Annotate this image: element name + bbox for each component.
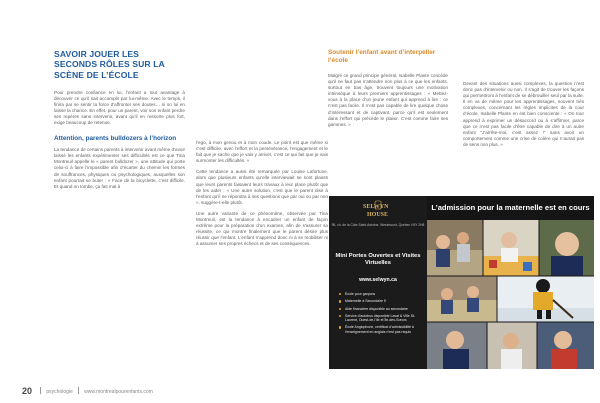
paragraph: Malgré ce grand principe général, Isabelle Plante concède qu’il ne faut pas s’attendre non plus à ce que les enfants, surtout en bas âge, trouvent toujours une motivation intrinsèque à leurs premiers apprentissages : « Mettez-vous à la place d’un jeune enfant qui apprend à lire : ce n’est pas facile. Il n’est pas capable de lire quelque chose d’intéressant et de captivant, parce qu’il est seulement dans l’effort qui précède le plaisir. C’est comme faire ses gammes. »	[328, 73, 448, 127]
logo-word-2: HOUSE	[367, 212, 389, 218]
footer-website[interactable]: www.montrealpourenfants.com	[84, 389, 153, 395]
admission-banner: L’admission pour la maternelle est en cours	[427, 196, 594, 220]
selwyn-house-advertisement	[329, 196, 594, 369]
ad-feature-list	[339, 292, 421, 337]
school-website-link[interactable]: www.selwyn.ca	[359, 277, 397, 283]
paragraph: Pour prendre confiance en lui, l’enfant a tout avantage à découvrir ce qu’il sait accomplir par lui-même. Avec le temps, il finira par se sentir la force d’affronter ses doutes… si on lui en laisse la chance. En effet, pour un parent, voir son enfant perdre ses repères sans intervenir, avant qu’il en ressorte plus fort, exige beaucoup de retenue.	[54, 90, 185, 126]
photo-collage-image	[427, 220, 594, 369]
ad-photo-collage	[427, 220, 594, 369]
subheading-bulldozers: Attention, parents bulldozers à l’horizon	[54, 134, 177, 142]
paragraph: Une autre variante de ce phénomène, observée par Tina Montreuil, est la tendance à encadrer un enfant de façon extrême pour la préparation d’un examen, afin de s’assurer sa réussite, ce qui montre finalement que le parent désire plus réussir que l’enfant. L’enfant n’apprend donc ni à se mobiliser ni à assumer ses propres échecs et de ses conséquences.	[196, 210, 328, 247]
column-3	[328, 73, 448, 133]
paragraph: La tendance de certains parents à intervenir avant même d’avoir laissé les enfants expérimenter ses difficultés est ce que Tina Montreuil appelle le « parent bulldozer », une attitude qui porte celui-ci à faire l’impossible afin d’écarter du chemin les formes de souffrances, physiques ou psychologiques, auxquelles son enfant pourrait se buter : « Face de la bicyclette, c’est difficile. Et quand on tombe, ça fait mal à	[54, 147, 185, 189]
list-item: École Anglophone, certificat d’admissibilité à l’enseignement en anglais n’est pas requis	[339, 325, 421, 334]
footer-divider	[40, 387, 41, 394]
paragraph: Devant des situations aussi complexes, la question n’est donc pas d’intervenir ou non. Il s’agit de trouver les façons qui permettront à l’enfant de se débrouiller seul par la suite. Il en va de même pour les apprentissages, souvent très complexes, concernant les règles implicites de la cour d’école. Isabelle Plante en est bien consciente : « On tour apprend à exprimer un désaccord ou à s’affirmer, parce que ce n’est pas facile d’être capable de dire à un autre enfant “J’arrête-moi, c’est assez !” sans avoir un comportement comme une crise de colère qui n’aurait pas de sens non plus. »	[463, 81, 584, 147]
list-item: Maternelle à Secondaire 5	[339, 299, 421, 303]
list-item: École pour garçons	[339, 292, 421, 296]
paragraph: Cette tendance a aussi été remarquée par Louise Lafortune, alors que plusieurs enfants qu’elle interviewait se sont plaints que leurs parents faisaient leurs travaux à leur place plutôt que de les aider : « Une autre solution, c’est que le parent dise à l’enfant qu’il ne répondra à ses questions que par oui ou par non », suggère-t-elle plutôt.	[196, 169, 328, 205]
school-address: 95, ch. de la Côte-Saint-Antoine, Westmount, Québec H3Y 2H8	[331, 223, 425, 227]
school-crest-logo	[361, 200, 395, 222]
footer-section: psychologie	[46, 389, 73, 395]
list-item: Aide financière disponible au secondaire	[339, 307, 421, 311]
column-1	[54, 90, 185, 195]
open-house-title: Mini Portes Ouvertes et Visites Virtuelles	[335, 253, 421, 266]
column-4	[463, 81, 584, 153]
ad-info-panel	[329, 196, 427, 369]
page-number: 20	[22, 386, 33, 396]
logo-word-1: SELWYN	[363, 204, 389, 210]
page-footer	[22, 386, 153, 396]
list-item: Service d’autobus disponible Laval & Ville St-Laurent, Ouest-de-l’île et Île-des-Sœurs	[339, 314, 421, 323]
column-2	[196, 140, 328, 253]
footer-divider	[78, 387, 79, 394]
article-heading: SAVOIR JOUER LES SECONDS RÔLES SUR LA SCÈNE DE L’ÉCOLE	[54, 49, 165, 80]
paragraph: l’ego, à mon genou et à mon coude. Le point est que même si c’est difficile, avec l’effort et la persévérance, l’engagement et le fait que je sache que je vais y arriver, c’est ce qui fait que je vais surmonter les difficultés. »	[196, 140, 328, 164]
subheading-soutenir: Soutenir l’enfant avant d’interpeller l’école	[328, 49, 436, 64]
